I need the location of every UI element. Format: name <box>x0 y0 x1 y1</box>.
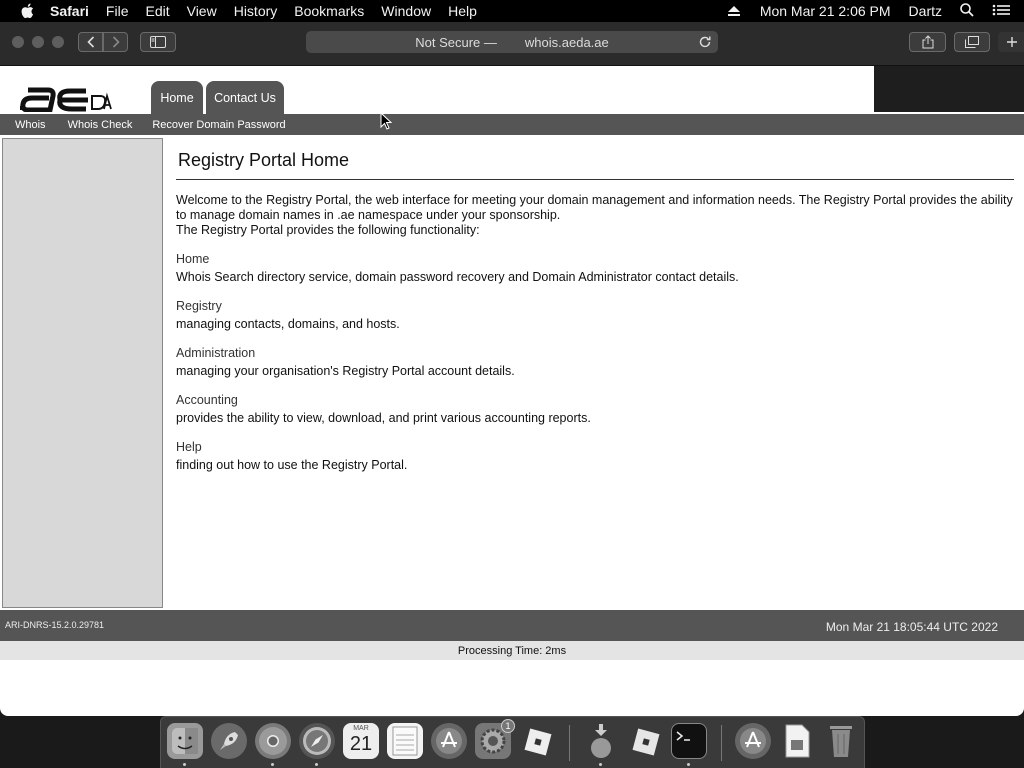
calendar-day: 21 <box>349 733 373 755</box>
section-help <box>176 439 1016 473</box>
back-button[interactable] <box>78 32 103 52</box>
chevron-left-icon <box>87 36 95 48</box>
processing-time: Processing Time: 2ms <box>0 641 1024 660</box>
intro-paragraph: Welcome to the Registry Portal, the web interface for meeting your domain management and information needs. The Registry Portal provides the ability to manage domain names in .ae namespace under your sponsorship. <box>176 193 1013 222</box>
chrome-icon[interactable] <box>255 723 291 759</box>
nav-whois-check[interactable]: Whois Check <box>67 118 133 131</box>
app-store-downloads-icon[interactable] <box>735 723 771 759</box>
tabs-icon <box>965 36 979 48</box>
menu-file[interactable]: File <box>105 3 129 19</box>
finder-icon[interactable] <box>167 723 203 759</box>
tab-home[interactable]: Home <box>151 81 203 115</box>
window-close-button[interactable] <box>12 36 24 48</box>
section-heading: Administration <box>176 346 256 360</box>
dock <box>160 716 865 768</box>
menu-window[interactable]: Window <box>381 3 432 19</box>
safari-icon[interactable] <box>299 723 335 759</box>
site-header <box>0 66 874 114</box>
footer-date: Mon Mar 21 18:05:44 UTC 2022 <box>825 620 998 634</box>
system-preferences-icon[interactable] <box>475 723 511 759</box>
main-content <box>176 138 1016 473</box>
site-footer <box>0 610 1024 641</box>
control-center-icon[interactable] <box>992 3 1010 19</box>
address-bar[interactable] <box>306 31 718 53</box>
left-sidebar <box>2 138 163 608</box>
section-heading: Accounting <box>176 393 238 407</box>
calendar-icon[interactable] <box>343 723 379 759</box>
section-heading: Help <box>176 440 202 454</box>
menu-history[interactable]: History <box>233 3 278 19</box>
mouse-cursor-icon <box>380 112 392 130</box>
roblox-icon[interactable] <box>519 723 555 759</box>
intro-functionality-line: The Registry Portal provides the following functionality: <box>176 223 480 237</box>
footer-version: ARI-DNRS-15.2.0.29781 <box>5 620 105 630</box>
section-heading: Registry <box>176 299 222 313</box>
forward-button[interactable] <box>103 32 128 52</box>
menu-app-safari[interactable]: Safari <box>50 3 89 19</box>
menu-bookmarks[interactable]: Bookmarks <box>294 3 365 19</box>
section-description: managing contacts, domains, and hosts. <box>176 317 400 331</box>
header-dark-corner <box>874 66 1024 112</box>
section-description: Whois Search directory service, domain password recovery and Domain Administrator contact details. <box>176 270 739 284</box>
tab-contact-us[interactable]: Contact Us <box>206 81 284 115</box>
web-page <box>0 66 1024 716</box>
nav-recover-domain-password[interactable]: Recover Domain Password <box>152 118 286 131</box>
new-tab-button[interactable] <box>998 32 1024 52</box>
url-text: whois.aeda.ae <box>524 34 609 50</box>
terminal-icon[interactable] <box>671 723 707 759</box>
section-home <box>176 251 1016 285</box>
page-title: Registry Portal Home <box>176 138 1014 180</box>
window-zoom-button[interactable] <box>52 36 64 48</box>
launchpad-icon[interactable] <box>211 723 247 759</box>
downloads-folder-icon[interactable] <box>583 723 619 759</box>
tab-overview-button[interactable] <box>954 32 990 52</box>
plus-icon <box>1006 36 1018 48</box>
browser-toolbar <box>0 22 1024 66</box>
aeda-logo[interactable] <box>20 82 112 112</box>
section-heading: Home <box>176 252 210 266</box>
share-button[interactable] <box>909 32 946 52</box>
spotlight-search-icon[interactable] <box>960 3 974 20</box>
security-label: Not Secure — <box>415 34 497 50</box>
trash-icon[interactable] <box>823 723 859 759</box>
chevron-right-icon <box>112 36 120 48</box>
menubar-clock[interactable]: Mon Mar 21 2:06 PM <box>759 3 891 19</box>
calendar-month: MAR <box>353 725 369 732</box>
section-registry <box>176 298 1016 332</box>
menu-edit[interactable]: Edit <box>145 3 170 19</box>
menu-bar <box>0 0 1024 22</box>
section-description: provides the ability to view, download, and print various accounting reports. <box>176 411 591 425</box>
window-minimize-button[interactable] <box>32 36 44 48</box>
section-description: finding out how to use the Registry Portal. <box>176 458 408 472</box>
document-stack-icon[interactable] <box>779 723 815 759</box>
sidebar-toggle-button[interactable] <box>140 32 176 52</box>
nav-whois[interactable]: Whois <box>15 118 46 131</box>
section-accounting <box>176 392 1016 426</box>
apple-icon[interactable] <box>20 3 36 19</box>
app-store-icon[interactable] <box>431 723 467 759</box>
menu-help[interactable]: Help <box>448 3 477 19</box>
notes-icon[interactable] <box>387 723 423 759</box>
menu-view[interactable]: View <box>186 3 217 19</box>
sub-navigation <box>0 114 1024 135</box>
menubar-user[interactable]: Dartz <box>908 3 942 19</box>
eject-icon[interactable] <box>728 3 740 19</box>
share-icon <box>922 35 934 49</box>
section-description: managing your organisation's Registry Portal account details. <box>176 364 515 378</box>
sidebar-icon <box>150 36 166 48</box>
roblox-studio-icon[interactable] <box>627 723 663 759</box>
notification-badge: 1 <box>501 719 515 733</box>
reload-icon[interactable] <box>698 35 712 52</box>
intro-text <box>176 193 1016 238</box>
section-administration <box>176 345 1016 379</box>
